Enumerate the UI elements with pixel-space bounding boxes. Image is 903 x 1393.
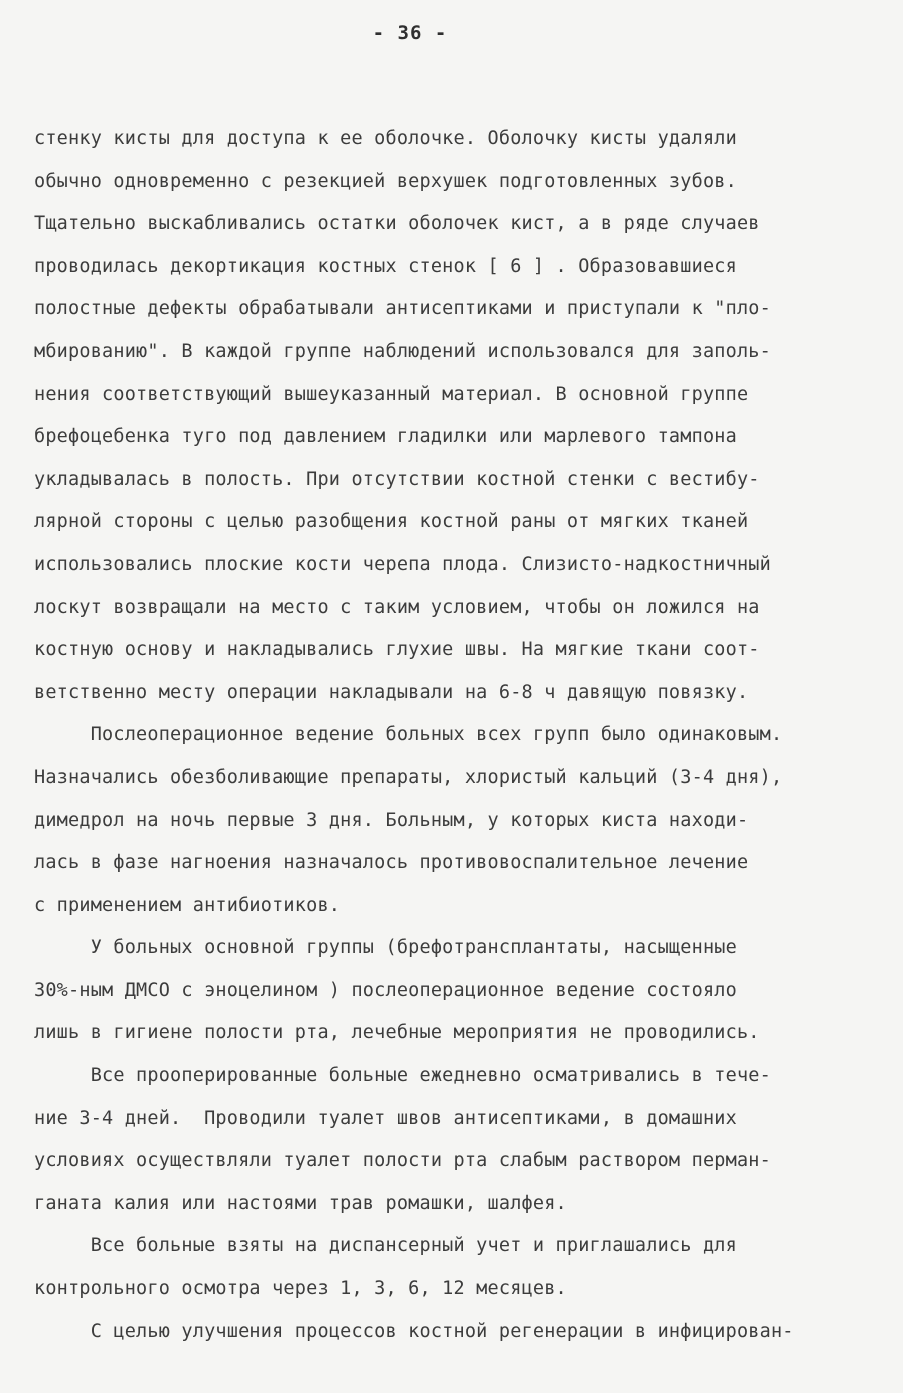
text-line: Послеоперационное ведение больных всех групп было одинаковым. xyxy=(34,724,783,746)
text-line: использовались плоские кости черепа плода. Слизисто-надкостничный xyxy=(34,553,771,575)
text-line: У больных основной группы (брефотрансплантаты, насыщенные xyxy=(34,937,737,959)
text-line: Все прооперированные больные ежедневно осматривались в тече- xyxy=(34,1065,771,1087)
text-line: лярной стороны с целью разобщения костной раны от мягких тканей xyxy=(34,511,749,533)
body-text xyxy=(34,118,874,1353)
text-line: 30%-ным ДМСО с эноцелином ) послеоперационное ведение состояло xyxy=(34,979,737,1001)
text-line: стенку кисты для доступа к ее оболочке. Оболочку кисты удаляли xyxy=(34,128,737,149)
text-line: брефоцебенка туго под давлением гладилки или марлевого тампона xyxy=(34,426,737,448)
text-line: Назначались обезболивающие препараты, хлористый кальций (3-4 дня), xyxy=(34,766,783,788)
text-line: ние 3-4 дней. Проводили туалет швов антисептиками, в домашних xyxy=(34,1107,737,1129)
text-line: условиях осуществляли туалет полости рта слабым раствором перман- xyxy=(34,1150,771,1172)
text-line: нения соответствующий вышеуказанный материал. В основной группе xyxy=(34,383,749,405)
text-line: ганата калия или настоями трав ромашки, шалфея. xyxy=(34,1192,567,1214)
text-line: обычно одновременно с резекцией верхушек подготовленных зубов. xyxy=(34,170,737,192)
text-line: лишь в гигиене полости рта, лечебные мероприятия не проводились. xyxy=(34,1022,760,1044)
text-line: мбированию". В каждой группе наблюдений использовался для заполь- xyxy=(34,340,771,362)
text-line: лоскут возвращали на место с таким условием, чтобы он ложился на xyxy=(34,596,760,618)
text-line: Тщательно выскабливались остатки оболочек кист, а в ряде случаев xyxy=(34,213,760,235)
text-line: проводилась декортикация костных стенок [ 6 ] . Образовавшиеся xyxy=(34,255,737,277)
text-line: полостные дефекты обрабатывали антисептиками и приступали к "пло- xyxy=(34,298,771,320)
text-line: С целью улучшения процессов костной регенерации в инфицирован- xyxy=(34,1320,794,1342)
text-line: димедрол на ночь первые 3 дня. Больным, у которых киста находи- xyxy=(34,809,749,831)
text-line: лась в фазе нагноения назначалось противовоспалительное лечение xyxy=(34,852,749,874)
text-line: ветственно месту операции накладывали на 6-8 ч давящую повязку. xyxy=(34,681,749,703)
text-line: костную основу и накладывались глухие швы. На мягкие ткани соот- xyxy=(34,639,760,661)
text-line: укладывалась в полость. При отсутствии костной стенки с вестибу- xyxy=(34,468,760,490)
text-line: контрольного осмотра через 1, 3, 6, 12 месяцев. xyxy=(34,1278,567,1300)
text-line: с применением антибиотиков. xyxy=(34,894,341,916)
text-line: Все больные взяты на диспансерный учет и приглашались для xyxy=(34,1235,737,1257)
page-number: - 36 - xyxy=(372,22,448,44)
